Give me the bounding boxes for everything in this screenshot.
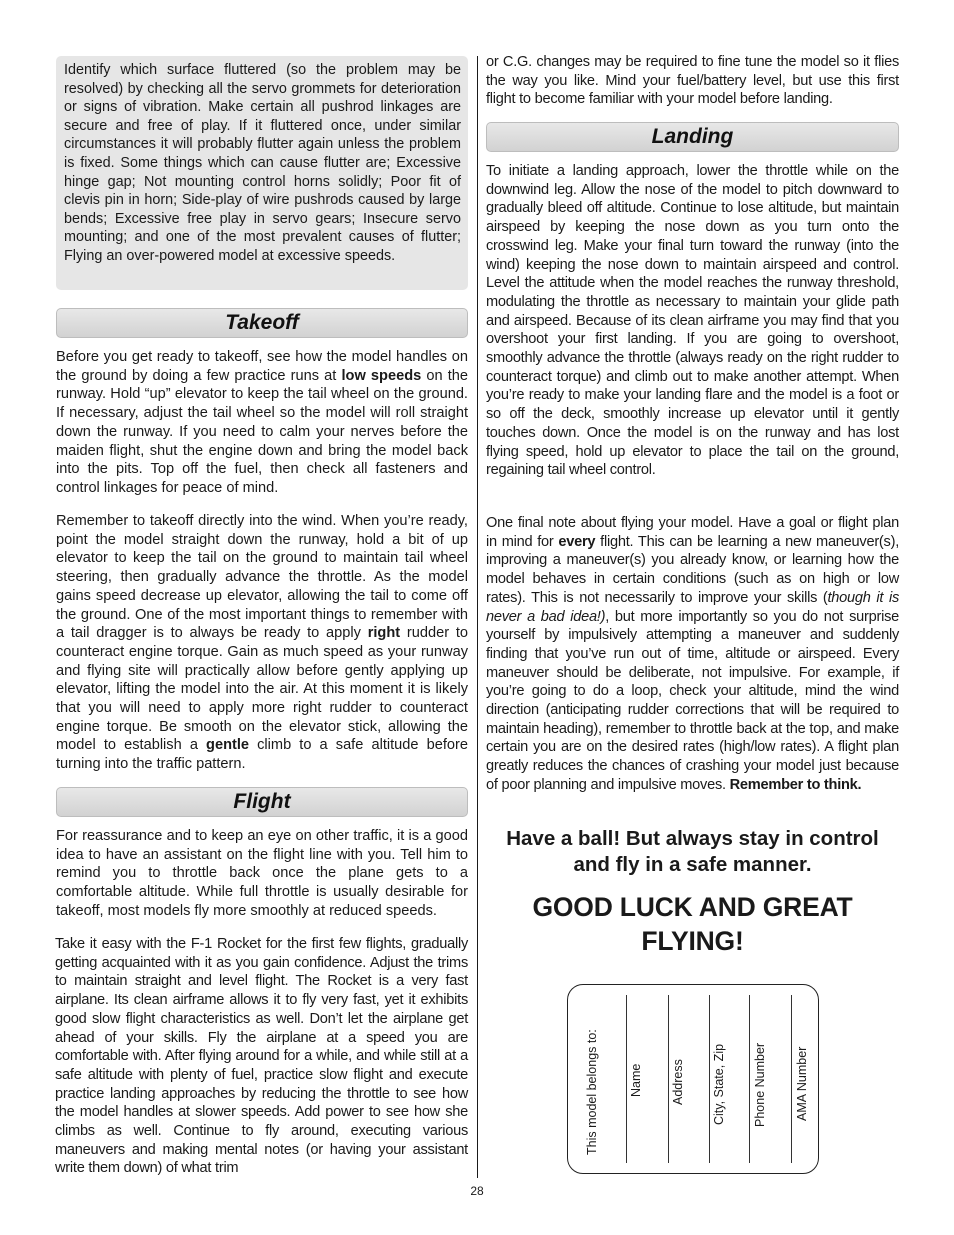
bold-run: right (367, 625, 401, 642)
text-run: rudder to counteract engine torque. Gain as much speed as your runway and flying site will practically allow before gently applying up elevator, lifting the model into the air. At this moment it is likely that you will need to apply more right rudder to counteract engine torque. Be smooth on the elevator stick, allowing the model to establish a (56, 625, 468, 754)
bold-run: Remember to think. (729, 776, 862, 793)
landing-paragraph-1-text: To initiate a landing approach, lower the throttle while on the downwind leg. Allow the nose of the model to pitch downward to gradually bleed off altitude. Continue to lose altitude, but maintain airspeed by keeping the nose down as you turn onto the crosswind leg. Make your final turn toward the runway (into the wind) keeping the nose down to maintain airspeed and control. Level the attitude when the model reaches the runway threshold, modulating the throttle as necessary to maintain your glide path and airspeed. Because of its clean airframe you may find that you overshoot your first landing. If you are going to overshoot, smoothly advance the throttle (always ready on the right rudder to counteract torque) and climb out to make another attempt. When you’re ready to make your landing flare and the model is a foot or so off the deck, smoothly increase up elevator until it gently touches down. Once the model is on the runway and has lost flying speed, hold up elevator to place the tail on the ground, regaining tail wheel control. (486, 163, 899, 479)
text-run: flight. This can be learning a new maneuver(s), improving a maneuver(s) you already know, or learning how the model behaves in certain conditions (such as on high or low rates). This is not necessarily to improve your skills ( (486, 533, 899, 606)
address-label: Address (671, 1059, 685, 1105)
closing-slogan (486, 826, 899, 878)
column-divider (477, 56, 478, 1178)
city-state-zip-line (709, 995, 710, 1163)
flutter-callout-text: Identify which surface fluttered (so the problem may be resolved) by checking all the servo grommets for deterioration or signs of vibration. Make certain all pushrod linkages are secure and free of play. If it fluttered once, under similar circumstances it will probably flutter again unless the problem is fixed. Some things which can cause flutter are; Excessive hinge gap; Not mounting control horns solidly; Poor fit of clevis pin in horn; Side-play of wire pushrods caused by large bends; Excessive free play in servo gears; Insecure servo mounting; and one of the most prevalent causes of flutter; Flying an over-powered model at excessive speeds. (64, 62, 461, 264)
bold-run: gentle (206, 737, 250, 754)
owner-info-card (567, 984, 819, 1174)
takeoff-heading-text: Takeoff (225, 311, 299, 334)
name-label: Name (629, 1063, 643, 1097)
text-run: on the runway. Hold “up” elevator to keep the tail wheel on the ground. If necessary, adjust the tail wheel so the model will roll straight down the runway. If you need to calm your nerves before the maiden flight, shut the engine down and bring the model back into the pits. Top off the fuel, then check all fasteners and control linkages for peace of mind. (56, 367, 469, 496)
italic-run: though it is never a bad idea!) (486, 589, 899, 625)
phone-number-line (749, 995, 750, 1163)
landing-paragraph-2 (486, 514, 899, 795)
phone-number-label: Phone Number (753, 1042, 767, 1127)
flight-paragraph-3-text: or C.G. changes may be required to fine tune the model so it flies the way you like. Mind your fuel/battery level, but use this first flight to become familiar with your model before landing. (486, 54, 899, 108)
address-line (668, 995, 669, 1163)
owner-card-title: This model belongs to: (585, 1029, 599, 1155)
flight-paragraph-2-text: Take it easy with the F-1 Rocket for the first few flights, gradually getting acquainted with it as you gain confidence. Adjust the trims to maintain straight and level flight. The Rocket is a very fast airplane. Its clean airframe allows it to fly very fast, yet it exhibits good slow flight characteristics as well. Don’t let the airplane get ahead of your skills. Fly the airplane at a speed you are comfortable with. After flying around for a while, and while still at a safe altitude with plenty of fuel, practice slow flight and execute practice landing approaches by reducing the throttle to see how the model handles at slower speeds. Add power to see how she climbs as well. Continue to fly around, executing various maneuvers and making mental notes (or having your assistant write them down) of what trim (55, 936, 468, 1177)
text-run: climb to a safe altitude before turning into the traffic pattern. (56, 737, 468, 773)
text-run: Remember to takeoff directly into the wind. When you’re ready, point the model straight down the runway, hold a bit of up elevator to keep the tail on the ground to maintain tail wheel steering, then gradually advance the throttle. As the model gains speed decrease up elevator, allowing the tail to come off the ground. One of the most important things to remember with a tail dragger is to always be ready to apply (56, 513, 468, 642)
ama-number-line (791, 995, 792, 1163)
flight-paragraph-3 (486, 53, 899, 109)
flight-heading-text: Flight (233, 790, 291, 813)
bold-run: every (558, 533, 596, 550)
text-run: , but more importantly so you do not surprise yourself by impulsively attempting a maneuver and suddenly finding that you’ve run out of time, altitude or airspeed. Every maneuver should be deliberate, not impulsive. For example, if you’re going to do a loop, check your altitude, mind the wind direction (anticipating rudder corrections that will be required to maintain heading), remember to throttle back at the top, and make certain you are on the desired rates (high/low rates). A flight plan greatly reduces the chances of crashing your model just because of poor planning and impulsive moves. (486, 608, 899, 793)
flight-heading (56, 787, 468, 817)
landing-paragraph-1 (486, 162, 899, 480)
city-state-zip-label: City, State, Zip (712, 1043, 726, 1125)
flight-paragraph-1-text: For reassurance and to keep an eye on other traffic, it is a good idea to have an assistant on the flight line with you. Tell him to remind you to throttle back once the plane gets to a comfortable altitude. While full throttle is usually desirable for takeoff, most models fly more smoothly at reduced speeds. (56, 828, 468, 919)
slogan-line-2: and fly in a safe manner. (573, 853, 812, 876)
name-line (626, 995, 627, 1163)
page-number: 28 (470, 1184, 484, 1198)
text-run: Before you get ready to takeoff, see how the model handles on the ground by doing a few practice runs at (56, 349, 468, 384)
flutter-callout (56, 56, 468, 290)
takeoff-paragraph-2 (56, 512, 468, 774)
takeoff-paragraph-1 (56, 348, 468, 498)
bold-run: low speeds (341, 367, 422, 384)
flight-paragraph-2 (55, 935, 468, 1178)
landing-heading-text: Landing (651, 125, 734, 148)
takeoff-heading (56, 308, 468, 338)
ama-number-label: AMA Number (795, 1046, 809, 1121)
text-run: One final note about flying your model. Have a goal or flight plan in mind for (486, 515, 899, 550)
landing-heading (486, 122, 899, 152)
slogan-line-1: Have a ball! But always stay in control (506, 827, 879, 850)
good-luck-banner: GOOD LUCK AND GREAT FLYING! (532, 892, 853, 956)
flight-paragraph-1 (56, 827, 468, 921)
